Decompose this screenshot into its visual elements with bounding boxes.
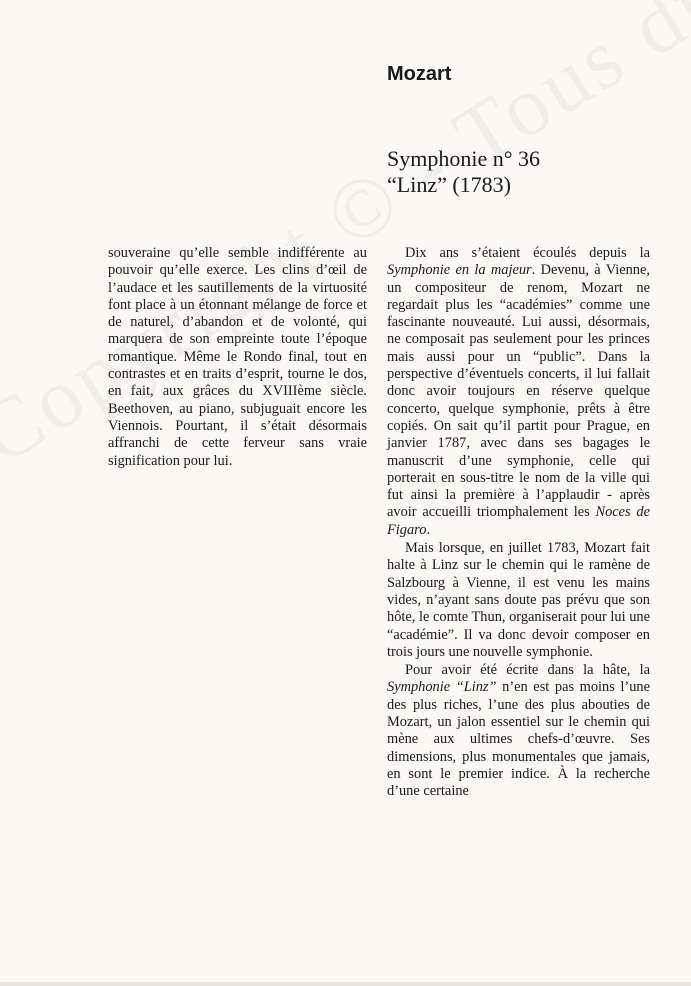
work-title (387, 146, 657, 198)
right-p1-italic-title: Symphonie en la majeur (387, 262, 532, 279)
left-paragraph: souveraine qu’elle semble indifférente au pouvoir qu’elle exerce. Les clins d’œil de l’audace et les sautillements de la virtuosité font place à un étonnant mélange de force et de naturel, d’abandon et de volonté, qui marquera de son empreinte toute l’époque romantique. Même le Rondo final, tout en contrastes et en traits d’esprit, tourne le dos, en fait, aux grâces du XVIIIème siècle. Beethoven, au piano, subjuguait encore les Viennois. Pourtant, il s’était désormais affranchi de cette ferveur sans vraie signification pour lui. (108, 245, 367, 469)
left-column (108, 245, 367, 470)
right-paragraph-1 (387, 245, 650, 539)
right-p3-text-a: Pour avoir été écrite dans la hâte, la (405, 662, 650, 679)
composer-heading: Mozart (387, 63, 452, 85)
right-p3-italic-title: Symphonie “Linz” (387, 679, 497, 696)
right-p1-text-b: . Devenu, à Vienne, un compositeur de renom, Mozart ne regardait plus les “académies” comme une fascinante nouveauté. Lui aussi, désormais, ne composait pas seulement pour les princes mais aussi pour un “public”. Dans la perspective d’éventuels concerts, il lui fallait donc avoir toujours en réserve quelque concerto, quelque symphonie, prêts à être copiés. On sait qu’il partit pour Prague, en janvier 1787, avec dans ses bagages le manuscrit d’une symphonie, celle qui porterait en sous-titre le nom de la ville qui fut ainsi la première à l’applaudir - après avoir accueilli triomphalement les (387, 262, 650, 521)
right-p1-italic-title-2: Noces de Figaro (387, 504, 651, 538)
work-title-line-2: “Linz” (1783) (387, 172, 511, 197)
right-column (387, 245, 650, 801)
right-p1-text-c: . (426, 521, 431, 538)
right-p1-text-a: Dix ans s’étaient écoulés depuis la (405, 245, 650, 261)
right-paragraph-3 (387, 662, 650, 800)
page-bottom-edge (0, 982, 691, 986)
work-title-line-1: Symphonie n° 36 (387, 146, 541, 171)
right-p3-text-b: n’en est pas moins l’une des plus riches, l’une des plus abouties de Mozart, un jalon essentiel sur le chemin qui mène aux ultimes chefs-d’œuvre. Ses dimensions, plus monumentales que jamais, en sont le premier indice. À la recherche d’une certaine (387, 679, 650, 800)
right-paragraph-2: Mais lorsque, en juillet 1783, Mozart fait halte à Linz sur le chemin qui le ramène de Salzbourg à Vienne, il est venu les mains vides, n’ayant sans doute pas prévu que son hôte, le comte Thun, organiserait pour lui une “académie”. Il va donc devoir composer en trois jours une nouvelle symphonie. (387, 540, 650, 660)
